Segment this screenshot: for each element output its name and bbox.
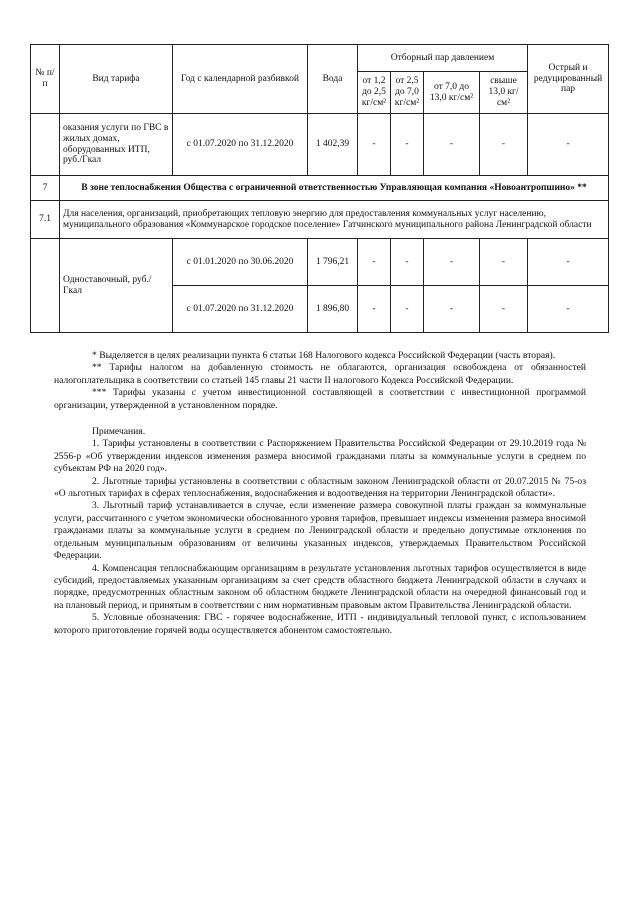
note-2: 2. Льготные тарифы установлены в соответствии с областным законом Ленинградской области от 20.07.2015 № 75-оз «О льготных тарифах в сферах теплоснабжения, водоснабжения и водоотведения на территории Ленинградской области». xyxy=(54,475,586,500)
header-period: Год с календарной разбивкой xyxy=(173,45,308,114)
section-7-num: 7 xyxy=(31,176,60,201)
footnote-star-2: ** Тарифы налогом на добавленную стоимость не облагаются, организация освобождена от обязанностей налогоплательщика в соответствии со статьей 145 главы 21 части II налогового Кодекса Российской Федерации. xyxy=(54,362,586,386)
header-row-1 xyxy=(31,45,609,72)
row-dash-cell: - xyxy=(528,239,609,286)
header-tariff: Вид тарифа xyxy=(60,45,173,114)
row-dash-cell: - xyxy=(528,114,609,176)
section-7-1-num: 7.1 xyxy=(31,201,60,239)
section-7-1-title: Для населения, организаций, приобретающих тепловую энергию для предоставления коммунальных услуг населению, муниципального образования «Коммунарское городское поселение» Гатчинского муниципального района Ленинградской области xyxy=(60,201,609,239)
section-row-7 xyxy=(31,176,609,201)
table-row xyxy=(31,239,609,286)
row-water-cell: 1 896,80 xyxy=(308,286,358,333)
header-pressure-3: от 7,0 до 13,0 кг/см² xyxy=(424,72,480,114)
footnote-star-1: * Выделяется в целях реализации пункта 6 статьи 168 Налогового кодекса Российской Федерации (часть вторая). xyxy=(92,350,556,361)
notes-heading: Примечания. xyxy=(92,426,146,438)
section-7-title: В зоне теплоснабжения Общества с ограниченной ответственностью Управляющая компания «Новоантропшино» ** xyxy=(60,176,609,201)
header-steam: Отборный пар давлением xyxy=(358,45,528,72)
header-pressure-2: от 2,5 до 7,0 кг/см² xyxy=(391,72,424,114)
footnote-star-3: *** Тарифы указаны с учетом инвестиционной составляющей в соответствии с инвестиционной программой организации, утвержденной в установленном порядке. xyxy=(54,387,586,411)
header-pressure-1: от 1,2 до 2,5 кг/см² xyxy=(358,72,391,114)
row-period-cell: с 01.07.2020 по 31.12.2020 xyxy=(173,114,308,176)
tariff-table xyxy=(30,44,609,333)
note-1: 1. Тарифы установлены в соответствии с Распоряжением Правительства Российской Федерации от 29.10.2019 года № 2556-р «Об утверждении индексов изменения размера вносимой гражданами платы за коммунальные услуги в среднем по субъектам РФ на 2020 год». xyxy=(54,438,586,475)
row-dash-cell: - xyxy=(391,114,424,176)
section-row-7-1 xyxy=(31,201,609,239)
note-4: 4. Компенсация теплоснабжающим организациям в результате установления льготных тарифов осуществляется в виде субсидий, предоставляемых указанным организациям за счет средств областного бюджета Ленинградской области в случаях и порядке, предусмотренных областным законом об областном бюджете Ленинградской области на очередной финансовый год и на плановый период, и принятым в соответствии с ним нормативным правовым актом Правительства Ленинградской области. xyxy=(54,562,586,611)
row-dash-cell: - xyxy=(528,286,609,333)
note-5: 5. Условные обозначения: ГВС - горячее водоснабжение, ИТП - индивидуальный тепловой пункт, с использованием которого приготовление горячей воды осуществляется абонентом самостоятельно. xyxy=(54,612,586,636)
header-water: Вода xyxy=(308,45,358,114)
row-dash-cell: - xyxy=(480,286,528,333)
row-tariff-cell: оказания услуги по ГВС в жилых домах, оборудованных ИТП, руб./Гкал xyxy=(60,114,173,176)
header-pressure-4: свыше 13,0 кг/см² xyxy=(480,72,528,114)
row-period-cell: с 01.01.2020 по 30.06.2020 xyxy=(173,239,308,286)
row-water-cell: 1 402,39 xyxy=(308,114,358,176)
row-dash-cell: - xyxy=(480,114,528,176)
row-dash-cell: - xyxy=(424,239,480,286)
row-dash-cell: - xyxy=(358,239,391,286)
row-dash-cell: - xyxy=(358,114,391,176)
row-dash-cell: - xyxy=(424,114,480,176)
row-dash-cell: - xyxy=(480,239,528,286)
row-dash-cell: - xyxy=(358,286,391,333)
row-num-cell xyxy=(31,114,60,176)
row-dash-cell: - xyxy=(424,286,480,333)
row-num-cell xyxy=(31,239,60,333)
row-tariff-cell: Одноставочный, руб./Гкал xyxy=(60,239,173,333)
header-sharp-steam: Острый и редуцированный пар xyxy=(528,45,609,114)
row-water-cell: 1 796,21 xyxy=(308,239,358,286)
note-3: 3. Льготный тариф устанавливается в случае, если изменение размера совокупной платы граждан за коммунальные услуги, рассчитанного с учетом экономически обоснованного уровня тарифов, превышает индексы изменения размера вносимой гражданами платы за коммунальные услуги в среднем по Ленинградской области и предельно допустимые отклонения по отдельным муниципальным образованиям от величины указанных индексов, утверждаемых Правительством Российской Федерации. xyxy=(54,500,586,562)
notes-block xyxy=(54,350,586,637)
row-dash-cell: - xyxy=(391,286,424,333)
row-dash-cell: - xyxy=(391,239,424,286)
header-num: № п/п xyxy=(31,45,60,114)
row-period-cell: с 01.07.2020 по 31.12.2020 xyxy=(173,286,308,333)
table-row xyxy=(31,114,609,176)
